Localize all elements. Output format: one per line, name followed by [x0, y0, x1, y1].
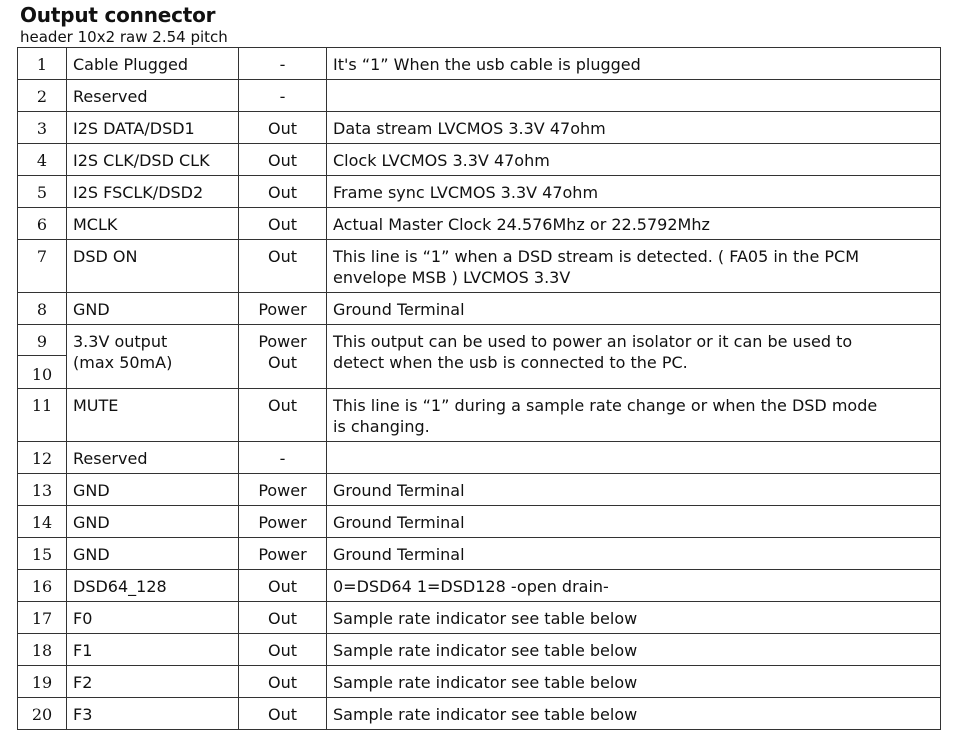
pin-direction-line: Power [258, 332, 307, 351]
pin-direction: Out [239, 389, 327, 442]
pin-name: F1 [67, 634, 239, 666]
table-row [18, 240, 941, 293]
pin-direction-line: Out [267, 353, 297, 372]
pin-description: Sample rate indicator see table below [327, 698, 941, 730]
pin-description: Data stream LVCMOS 3.3V 47ohm [327, 112, 941, 144]
pin-name: F2 [67, 666, 239, 698]
pin-number: 2 [18, 80, 67, 112]
pin-number: 1 [18, 48, 67, 80]
pin-number: 3 [18, 112, 67, 144]
pin-description [327, 389, 941, 442]
table-row [18, 389, 941, 442]
pin-name: I2S CLK/DSD CLK [67, 144, 239, 176]
pin-number: 10 [18, 356, 67, 389]
pin-name: I2S DATA/DSD1 [67, 112, 239, 144]
pin-direction: Out [239, 634, 327, 666]
description-line: This output can be used to power an isolator or it can be used to [333, 332, 853, 351]
pin-direction: Power [239, 293, 327, 325]
pin-direction: Out [239, 208, 327, 240]
pin-name: DSD64_128 [67, 570, 239, 602]
pin-description: Sample rate indicator see table below [327, 602, 941, 634]
pin-direction: Out [239, 112, 327, 144]
pin-description [327, 325, 941, 389]
pin-name: Reserved [67, 442, 239, 474]
pin-number: 5 [18, 176, 67, 208]
table-row [18, 208, 941, 240]
pin-direction: Power [239, 538, 327, 570]
pin-description: Ground Terminal [327, 474, 941, 506]
table-row [18, 474, 941, 506]
table-row [18, 602, 941, 634]
pin-name: MUTE [67, 389, 239, 442]
pin-name: GND [67, 538, 239, 570]
pin-description: Sample rate indicator see table below [327, 634, 941, 666]
pin-description [327, 442, 941, 474]
table-row [18, 144, 941, 176]
pin-description: 0=DSD64 1=DSD128 -open drain- [327, 570, 941, 602]
pin-number: 16 [18, 570, 67, 602]
pin-direction: - [239, 48, 327, 80]
pin-description [327, 80, 941, 112]
pin-description [327, 240, 941, 293]
pin-name: F0 [67, 602, 239, 634]
pin-description: Clock LVCMOS 3.3V 47ohm [327, 144, 941, 176]
description-line: detect when the usb is connected to the PC. [333, 353, 688, 372]
pin-name: Reserved [67, 80, 239, 112]
pin-direction: - [239, 80, 327, 112]
pin-name-line: 3.3V output [73, 332, 168, 351]
pin-name: GND [67, 506, 239, 538]
pin-description: It's “1” When the usb cable is plugged [327, 48, 941, 80]
pin-direction: Power [239, 474, 327, 506]
pin-description: Ground Terminal [327, 538, 941, 570]
pin-name: DSD ON [67, 240, 239, 293]
pin-description: Sample rate indicator see table below [327, 666, 941, 698]
page-subtitle: header 10x2 raw 2.54 pitch [20, 28, 228, 46]
pin-number: 14 [18, 506, 67, 538]
table-row [18, 293, 941, 325]
pin-direction: Out [239, 666, 327, 698]
table-row [18, 538, 941, 570]
table-row [18, 48, 941, 80]
pin-number: 6 [18, 208, 67, 240]
pin-number: 17 [18, 602, 67, 634]
pin-description: Frame sync LVCMOS 3.3V 47ohm [327, 176, 941, 208]
pin-number: 4 [18, 144, 67, 176]
pin-description: Ground Terminal [327, 293, 941, 325]
pin-direction [239, 325, 327, 389]
pin-number: 13 [18, 474, 67, 506]
pin-direction: - [239, 442, 327, 474]
table-row [18, 80, 941, 112]
pin-direction: Out [239, 698, 327, 730]
pin-number: 7 [18, 240, 67, 293]
pin-description: Ground Terminal [327, 506, 941, 538]
pin-number: 20 [18, 698, 67, 730]
pin-name: GND [67, 293, 239, 325]
table-row [18, 112, 941, 144]
pin-name: F3 [67, 698, 239, 730]
pin-number: 8 [18, 293, 67, 325]
table-row [18, 666, 941, 698]
description-line: is changing. [333, 417, 430, 436]
pin-number: 11 [18, 389, 67, 442]
table-row [18, 176, 941, 208]
pin-description: Actual Master Clock 24.576Mhz or 22.5792Mhz [327, 208, 941, 240]
pin-name: I2S FSCLK/DSD2 [67, 176, 239, 208]
pin-name [67, 325, 239, 389]
table-row [18, 634, 941, 666]
pin-name: MCLK [67, 208, 239, 240]
pin-direction: Out [239, 176, 327, 208]
table-row [18, 442, 941, 474]
pin-name: Cable Plugged [67, 48, 239, 80]
pin-name: GND [67, 474, 239, 506]
pin-number: 18 [18, 634, 67, 666]
table-row [18, 325, 941, 356]
table-row [18, 698, 941, 730]
pin-number: 19 [18, 666, 67, 698]
description-line: envelope MSB ) LVCMOS 3.3V [333, 268, 571, 287]
pin-direction: Out [239, 240, 327, 293]
pin-number: 15 [18, 538, 67, 570]
table-row [18, 570, 941, 602]
pin-direction: Out [239, 602, 327, 634]
pin-number: 12 [18, 442, 67, 474]
description-line: This line is “1” during a sample rate change or when the DSD mode [333, 396, 878, 415]
description-line: This line is “1” when a DSD stream is detected. ( FA05 in the PCM [333, 247, 859, 266]
page-title: Output connector [20, 3, 216, 27]
pin-direction: Out [239, 570, 327, 602]
pinout-table [17, 47, 941, 730]
table-row [18, 506, 941, 538]
pin-number: 9 [18, 325, 67, 356]
pin-direction: Out [239, 144, 327, 176]
pin-name-line: (max 50mA) [73, 353, 173, 372]
pin-direction: Power [239, 506, 327, 538]
